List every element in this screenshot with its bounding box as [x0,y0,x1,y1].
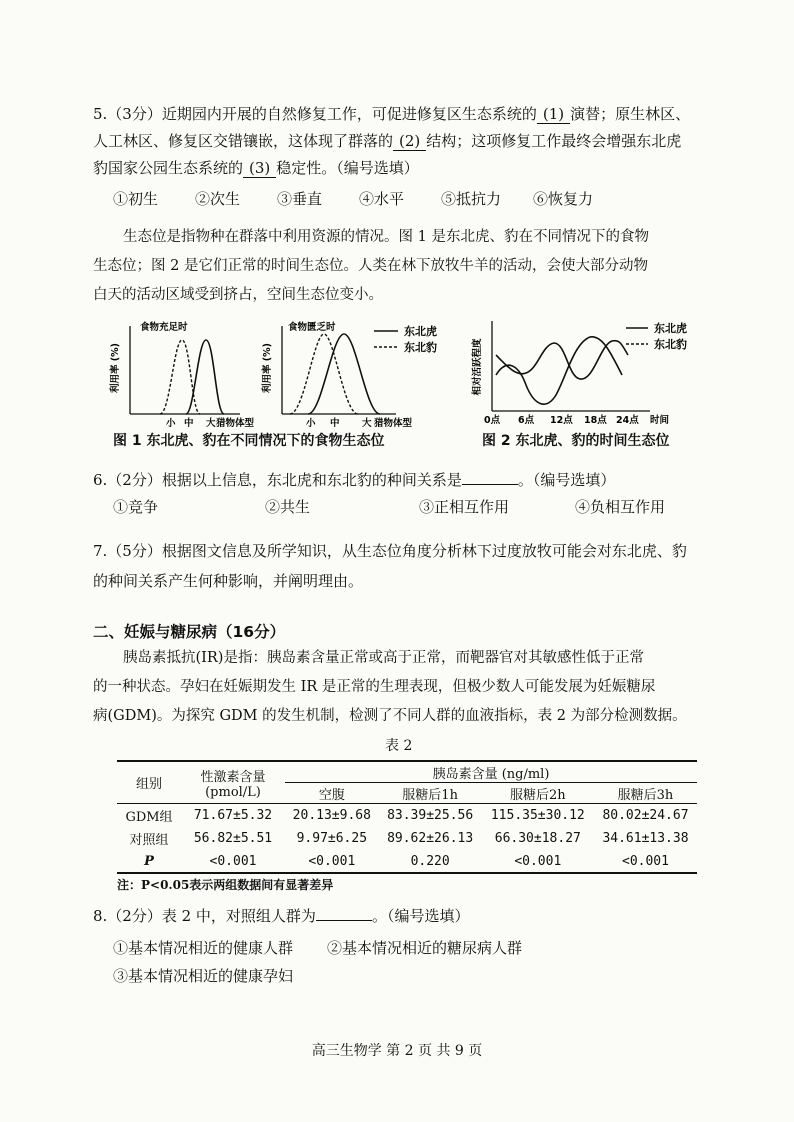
cell-3h: 80.02±24.67 [602,808,689,823]
th-1h: 服糖后1h [402,787,458,803]
fig1b-leopard-curve [290,334,358,414]
q5-blank-1[interactable]: (1) [537,105,570,124]
niche-paragraph [93,223,713,310]
cell-1h: 89.62±26.13 [387,831,474,846]
fig1a-xtick-mid: 中 [184,418,194,429]
q6-options [113,496,665,517]
section-2-title: 二、妊娠与糖尿病（16分） [93,623,286,641]
q8-option-2[interactable]: ②基本情况相近的糖尿病人群 [327,939,523,957]
th-group: 组别 [117,761,181,804]
cell-2h: 66.30±18.27 [494,831,581,846]
q6-option-4[interactable]: ④负相互作用 [575,498,666,516]
q6-option-3[interactable]: ③正相互作用 [419,498,510,516]
fig1a-leopard-curve [160,340,200,414]
q6-option-1[interactable]: ①竞争 [113,498,159,516]
page-footer: 高三生物学 第 2 页 共 9 页 [311,1043,483,1059]
q8-option-1[interactable]: ①基本情况相近的健康人群 [113,939,294,957]
q5-text-1: 5.（3分）近期园内开展的自然修复工作，可促进修复区生态系统的 [93,105,537,123]
q8-tail: 。（编号选填） [371,907,470,925]
fig2-tiger-curve [496,337,622,404]
fig1b-xlabel: 猎物体型 [374,418,413,429]
q5-option-1[interactable]: ①初生 [113,190,159,208]
fig1a-xtick-small: 小 [166,418,176,429]
cell-group: 对照组 [129,833,169,848]
figure-2 [470,315,710,430]
fig1a-xlabel: 猎物体型 [216,418,255,429]
q5-option-3[interactable]: ③垂直 [277,190,323,208]
th-hormone-label: 性激素含量 [200,769,266,785]
fig1a-title: 食物充足时 [140,322,188,333]
q5-blank-3[interactable]: (3) [243,159,276,178]
question-5 [93,101,713,182]
cell-group: P [144,853,154,869]
niche-line-2: 生态位；图 2 是它们正常的时间生态位。人类在林下放牧牛羊的活动，会使大部分动物 [93,258,648,274]
niche-line-3: 白天的活动区域受到挤占，空间生态位变小。 [93,287,383,303]
th-hormone [181,761,285,804]
fig1-legend-tiger: 东北虎 [404,325,437,338]
th-hormone-unit: (pmol/L) [205,784,261,800]
q5-text-2: 人工林区、修复区交错镶嵌，这体现了群落的 [93,132,394,150]
cell-1h: 83.39±25.56 [387,808,474,823]
q5-blank-2[interactable]: (2) [393,132,426,151]
fig2-xtick-24: 24点 [616,415,639,426]
fig1a-ylabel: 利用率 (%) [110,342,121,394]
table-row [117,850,697,873]
fig2-xtick-12: 12点 [550,415,573,426]
section-2-paragraph [93,644,713,731]
fig2-legend-tiger: 东北虎 [654,322,687,335]
q5-text-3: 豹国家公园生态系统的 [93,159,244,177]
q5-text-1b: 演替；原生林区、 [570,105,691,123]
fig1-caption: 图 1 东北虎、豹在不同情况下的食物生态位 [113,433,385,449]
fig1-legend-leopard: 东北豹 [404,341,437,354]
q6-text: 6.（2分）根据以上信息，东北虎和东北豹的种间关系是 [93,471,462,489]
q6-tail: 。（编号选填） [517,471,616,489]
table-row [117,827,697,850]
th-fasting: 空腹 [318,787,345,803]
q8-option-3[interactable]: ③基本情况相近的健康孕妇 [113,967,294,985]
cell-2h: <0.001 [514,853,562,869]
cell-fasting: 9.97±6.25 [296,831,368,846]
q6-option-2[interactable]: ②共生 [265,498,311,516]
th-insulin: 胰岛素含量 (ng/ml) [285,761,697,783]
fig2-ylabel: 相对活跃程度 [472,338,483,396]
q7-line-2: 的种间关系产生何种影响，并阐明理由。 [93,572,364,590]
fig1b-title: 食物匮乏时 [288,322,336,333]
table-row [117,804,697,828]
th-2h: 服糖后2h [509,787,566,803]
q5-text-3b: 稳定性。（编号选填） [276,159,419,177]
fig1a-xtick-large: 大 [206,418,216,429]
q8-blank[interactable] [316,920,372,921]
niche-line-1: 生态位是指物种在群落中利用资源的情况。图 1 是东北虎、豹在不同情况下的食物 [123,229,649,245]
cell-fasting: 20.13±9.68 [292,808,371,823]
q5-option-5[interactable]: ⑤抵抗力 [441,190,502,208]
q5-text-2b: 结构；这项修复工作最终会增强东北虎 [426,132,682,150]
fig2-xtick-6: 6点 [518,415,535,426]
table-2-title: 表 2 [385,738,413,754]
fig2-xtick-0: 0点 [484,415,501,426]
question-8 [93,903,713,930]
cell-group: GDM组 [125,810,173,825]
s2-line-2: 的一种状态。孕妇在妊娠期发生 IR 是正常的生理表现，但极少数人可能发展为妊娠糖尿 [93,679,656,695]
table-2-note: 注：P<0.05表示两组数据间有显著差异 [117,878,334,892]
q5-options [113,188,593,209]
th-3h: 服糖后3h [617,787,674,803]
fig1b-ylabel: 利用率 (%) [262,342,273,394]
q5-option-6[interactable]: ⑥恢复力 [533,190,594,208]
fig2-xlabel: 时间 [650,415,670,426]
cell-hormone: 71.67±5.32 [193,808,273,823]
cell-3h: 34.61±13.38 [602,831,689,846]
cell-1h: 0.220 [410,853,450,869]
q8-text: 8.（2分）表 2 中，对照组人群为 [93,907,316,925]
fig1b-xtick-small: 小 [306,418,316,429]
cell-hormone: <0.001 [209,853,257,869]
s2-line-3: 病(GDM)。为探究 GDM 的发生机制，检测了不同人群的血液指标，表 2 为部分检测数据。 [93,708,687,724]
fig1b-tiger-curve [308,334,380,414]
table-2 [117,760,697,874]
fig2-leopard-curve [496,341,628,379]
fig2-caption: 图 2 东北虎、豹的时间生态位 [482,433,670,449]
q8-options [113,934,522,990]
question-7 [93,536,713,596]
cell-3h: <0.001 [622,853,669,869]
q6-blank[interactable] [462,484,518,485]
q7-line-1: 7.（5分）根据图文信息及所学知识，从生态位角度分析林下过度放牧可能会对东北虎、豹 [93,542,687,560]
s2-line-1: 胰岛素抵抗(IR)是指：胰岛素含量正常或高于正常，而靶器官对其敏感性低于正常 [123,650,644,666]
fig2-xtick-18: 18点 [584,415,607,426]
cell-hormone: 56.82±5.51 [193,831,273,846]
q5-option-4[interactable]: ④水平 [359,190,405,208]
fig1b-xtick-mid: 中 [330,418,340,429]
cell-fasting: <0.001 [308,853,356,869]
fig2-legend-leopard: 东北豹 [654,338,687,351]
q5-option-2[interactable]: ②次生 [195,190,241,208]
question-6 [93,467,713,494]
figure-1 [108,318,468,430]
fig1b-xtick-large: 大 [362,418,372,429]
cell-2h: 115.35±30.12 [490,808,585,823]
